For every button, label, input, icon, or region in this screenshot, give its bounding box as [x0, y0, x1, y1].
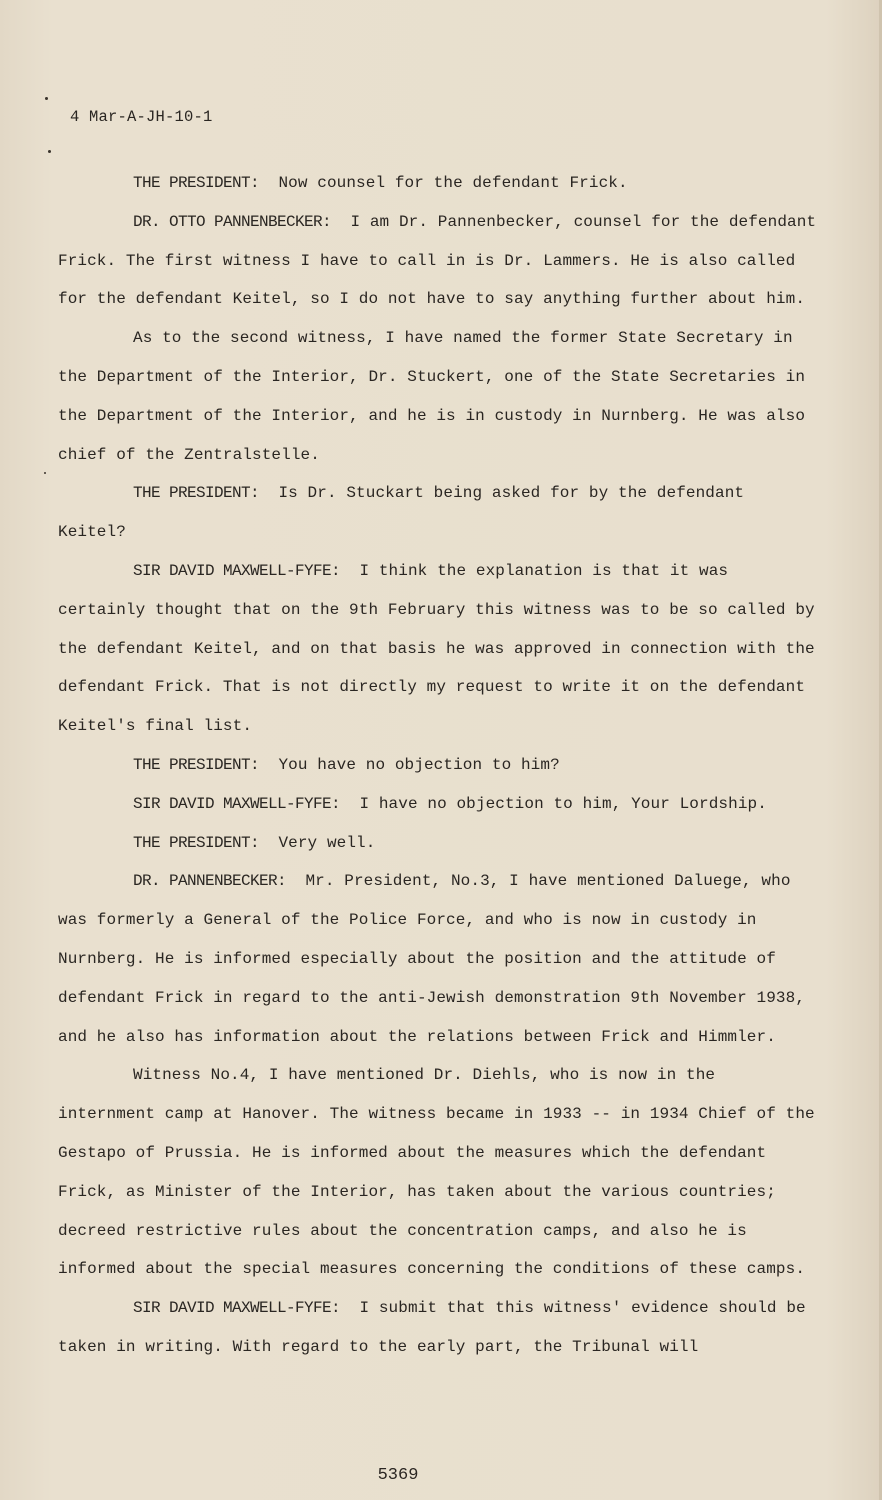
- speaker-label: THE PRESIDENT:: [133, 755, 260, 774]
- speaker-label: THE PRESIDENT:: [133, 833, 260, 852]
- paragraph-text: I have no objection to him, Your Lordship.: [359, 794, 767, 813]
- paragraph-text: I am Dr. Pannenbecker, counsel for the defendant Frick. The first witness I have to call in is Dr. Lammers. He is also called for the defendant Keitel, so I do not have to say anything further about him.: [58, 212, 817, 309]
- transcript-paragraph: [58, 785, 818, 824]
- margin-mark: [44, 472, 46, 474]
- speaker-label: DR. OTTO PANNENBECKER:: [133, 212, 332, 231]
- paragraph-text: I think the explanation is that it was certainly thought that on the 9th February this witness was to be so called by the defendant Keitel, and on that basis he was approved in connection with the defendant Frick. That is not directly my request to write it on the defendant Keitel's final list.: [58, 561, 815, 736]
- paragraph-text: Very well.: [278, 833, 376, 852]
- speaker-label: SIR DAVID MAXWELL-FYFE:: [133, 561, 341, 580]
- transcript-paragraph: [58, 862, 818, 1056]
- speaker-label: SIR DAVID MAXWELL-FYFE:: [133, 794, 341, 813]
- paragraph-text: I submit that this witness' evidence should be taken in writing. With regard to the early part, the Tribunal will: [58, 1299, 806, 1356]
- page-number: 5369: [377, 1466, 419, 1485]
- margin-mark: [45, 97, 48, 100]
- speaker-label: SIR DAVID MAXWELL-FYFE:: [133, 1299, 341, 1318]
- transcript-paragraph: [58, 552, 818, 746]
- document-header-code: 4 Mar-A-JH-10-1: [70, 108, 213, 126]
- transcript-paragraph: [58, 319, 818, 474]
- paragraph-text: Is Dr. Stuckart being asked for by the defendant Keitel?: [58, 484, 745, 542]
- paragraph-text: Mr. President, No.3, I have mentioned Daluege, who was formerly a General of the Police Force, and who is now in custody in Nurnberg. He is informed especially about the position and the attitude of defendant Frick in regard to the anti-Jewish demonstration 9th November 1938, and he also has information about the relations between Frick and Himmler.: [58, 872, 806, 1046]
- transcript-paragraph: [58, 746, 818, 785]
- transcript-paragraph: [58, 203, 818, 319]
- paragraph-text: As to the second witness, I have named the former State Secretary in the Department of the Interior, Dr. Stuckert, one of the State Secretaries in the Department of the Interior, and he is in custody in Nurnberg. He was also chief of the Zentralstelle.: [58, 329, 806, 464]
- speaker-label: DR. PANNENBECKER:: [133, 872, 287, 891]
- transcript-body: [58, 164, 818, 1367]
- speaker-label: THE PRESIDENT:: [133, 484, 260, 503]
- paragraph-text: You have no objection to him?: [278, 755, 560, 774]
- transcript-paragraph: [58, 1056, 818, 1289]
- margin-mark: [48, 150, 51, 153]
- transcript-paragraph: [58, 164, 818, 203]
- transcript-paragraph: [58, 1289, 818, 1367]
- paragraph-text: Now counsel for the defendant Frick.: [278, 174, 628, 192]
- transcript-paragraph: [58, 824, 818, 863]
- speaker-label: THE PRESIDENT:: [133, 174, 260, 192]
- transcript-paragraph: [58, 474, 818, 552]
- paragraph-text: Witness No.4, I have mentioned Dr. Diehls, who is now in the internment camp at Hanover. The witness became in 1933 -- in 1934 Chief of the Gestapo of Prussia. He is informed about the measures which the defendant Frick, as Minister of the Interior, has taken about the various countries; decreed restrictive rules about the concentration camps, and also he is informed about the special measures concerning the conditions of these camps.: [58, 1066, 815, 1279]
